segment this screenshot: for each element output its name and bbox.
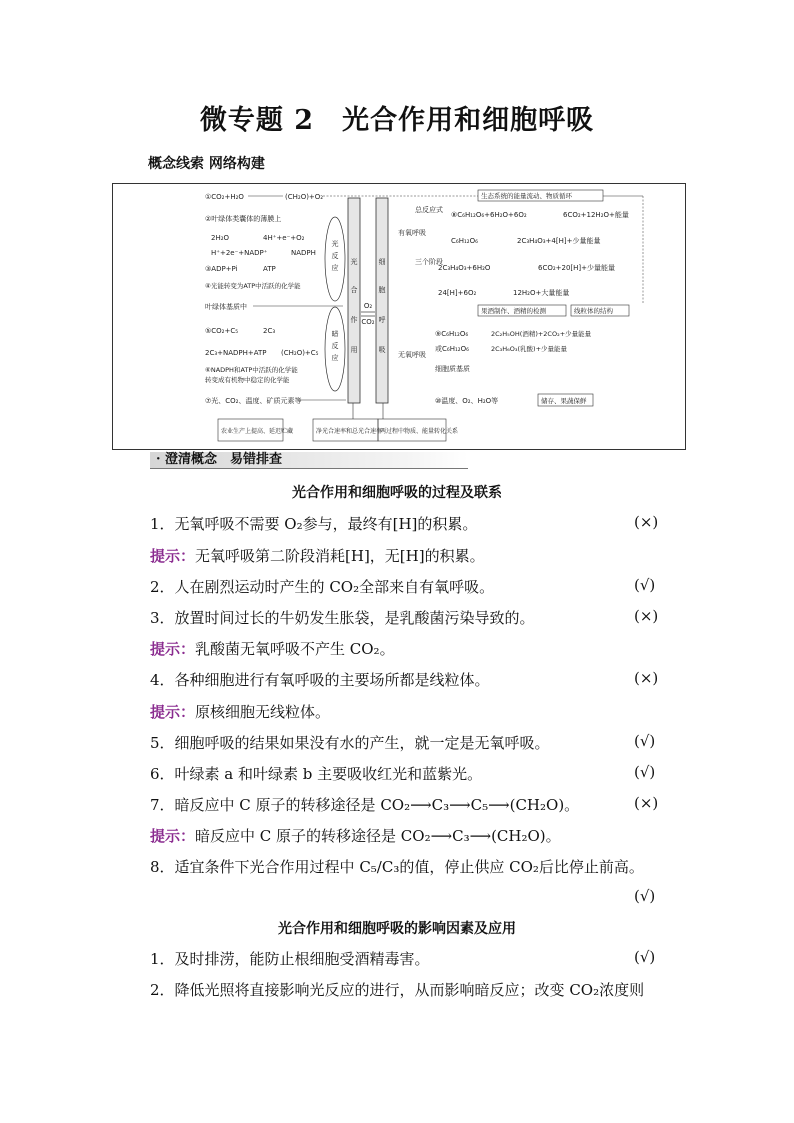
practice-box: 农业生产上提高、延迟贮藏 — [221, 428, 294, 435]
node-3: 2H₂O — [211, 234, 230, 242]
node-2: ②叶绿体类囊体的薄膜上 — [205, 215, 282, 223]
r-product-2: 2C₃H₄O₃+4[H]+少量能量 — [517, 237, 601, 245]
product-4: ATP — [263, 265, 276, 273]
item-7-mark: (×) — [634, 794, 659, 812]
respiration-column — [376, 198, 388, 403]
resp-col-label-3: 呼 — [378, 316, 386, 324]
dark-rxn-3: 应 — [331, 354, 339, 362]
product-6: (CH₂O)+C₅ — [281, 349, 319, 357]
photosynthesis-column — [348, 198, 360, 403]
item-2-mark: (√) — [634, 576, 656, 594]
two-process-box: 两过程中物质、能量转化关系 — [380, 428, 459, 435]
aerobic-label: 有氧呼吸 — [398, 229, 426, 237]
net-rate-box: 净光合速率和总光合速率 — [316, 428, 383, 435]
three-stage-label: 三个阶段 — [415, 258, 443, 266]
item-4-text: 4．各种细胞进行有氧呼吸的主要场所都是线粒体。 — [150, 671, 490, 689]
hint-text: 暗反应中 C 原子的转移途径是 CO₂⟶C₃⟶(CH₂O)。 — [195, 827, 561, 845]
r-node-2: C₆H₁₂O₆ — [451, 237, 478, 245]
r-product-3: 6CO₂+20[H]+少量能量 — [538, 264, 616, 272]
item-3-text: 3．放置时间过长的牛奶发生胀袋，是乳酸菌污染导致的。 — [150, 609, 535, 627]
product-1: (CH₂O)+O₂ — [285, 193, 324, 201]
r-product-4: 12H₂O+大量能量 — [513, 289, 570, 297]
ecosystem-box: 生态系统的能量流动、物质循环 — [481, 192, 572, 200]
r-product-1: 6CO₂+12H₂O+能量 — [563, 211, 629, 219]
item-5-text: 5．细胞呼吸的结果如果没有水的产生，就一定是无氧呼吸。 — [150, 734, 550, 752]
total-eq-label: 总反应式 — [415, 206, 443, 214]
node-10: ⑥NADPH和ATP中活跃的化学能 — [205, 366, 298, 374]
item-3-mark: (×) — [634, 607, 659, 625]
item-6-mark: (√) — [634, 763, 656, 781]
photo-col-label-4: 用 — [350, 346, 358, 354]
node-9: 2C₃+NADPH+ATP — [205, 349, 267, 357]
o2-label: O₂ — [363, 302, 373, 310]
item2-1-mark: (√) — [634, 948, 656, 966]
node-8: ⑤CO₂+C₅ — [205, 327, 239, 335]
co2-label: CO₂ — [361, 318, 375, 326]
hint-4 — [150, 701, 330, 722]
item-4-mark: (×) — [634, 669, 659, 687]
item-8-text: 8．适宜条件下光合作用过程中 C₅/C₃的值，停止供应 CO₂后比停止前高。 — [150, 858, 644, 876]
node-4: H⁺+2e⁻+NADP⁺ — [211, 249, 268, 257]
hint-label: 提示： — [150, 547, 196, 565]
hint-text: 乳酸菌无氧呼吸不产生 CO₂。 — [195, 640, 395, 658]
section-tag-label: · 澄清概念 易错排查 — [156, 452, 283, 467]
node-6: ④光能转变为ATP中活跃的化学能 — [205, 282, 301, 290]
item-8-mark: (√) — [634, 887, 656, 905]
mito-box: 线粒体的结构 — [574, 307, 613, 315]
r-node-3: 2C₃H₄O₃+6H₂O — [438, 264, 491, 272]
hint-1 — [150, 545, 485, 566]
photo-col-label-1: 光 — [350, 258, 358, 266]
node-5: ③ADP+Pi — [205, 265, 238, 273]
item-6-text: 6．叶绿素 a 和叶绿素 b 主要吸收红光和蓝紫光。 — [150, 765, 483, 783]
anaerobic-label: 无氧呼吸 — [398, 351, 426, 359]
hint-label: 提示： — [150, 703, 196, 721]
r-node-5: ⑨C₆H₁₂O₆ — [435, 330, 469, 338]
photo-col-label-3: 作 — [350, 316, 358, 324]
hint-text: 原核细胞无线粒体。 — [195, 703, 331, 721]
r-product-5: 2C₂H₅OH(酒精)+2CO₂+少量能量 — [491, 330, 592, 338]
item-5-mark: (√) — [634, 732, 656, 750]
item2-2-text: 2．降低光照将直接影响光反应的进行，从而影响暗反应；改变 CO₂浓度则 — [150, 981, 645, 999]
r-node-8: ⑩温度、O₂、H₂O等 — [435, 397, 499, 405]
product-5: 2C₃ — [263, 327, 276, 335]
r-node-4: 24[H]+6O₂ — [438, 289, 477, 297]
subheading-2: 光合作用和细胞呼吸的影响因素及应用 — [278, 921, 516, 937]
page-title: 微专题 2 光合作用和细胞呼吸 — [199, 105, 595, 136]
storage-box: 储存、果蔬保鲜 — [541, 397, 587, 405]
node-7: 叶绿体基质中 — [205, 303, 247, 311]
node-12: ⑦光、CO₂、温度、矿质元素等 — [205, 397, 302, 405]
hint-3 — [150, 638, 395, 659]
hint-label: 提示： — [150, 640, 196, 658]
subheading-1: 光合作用和细胞呼吸的过程及联系 — [292, 485, 502, 501]
r-node-7: 细胞质基质 — [435, 365, 470, 373]
concept-map-diagram — [112, 183, 686, 450]
resp-col-label-4: 吸 — [378, 346, 386, 354]
product-3: NADPH — [291, 249, 316, 257]
light-rxn-3: 应 — [331, 264, 339, 272]
item2-1-text: 1．及时排涝，能防止根细胞受酒精毒害。 — [150, 950, 430, 968]
r-node-1: ⑧C₆H₁₂O₆+6H₂O+6O₂ — [451, 211, 527, 219]
node-11: 转变成有机物中稳定的化学能 — [205, 376, 290, 384]
section-tag — [150, 452, 468, 469]
node-1: ①CO₂+H₂O — [205, 193, 244, 201]
section-label: 概念线索 网络构建 — [148, 156, 265, 172]
resp-col-label-2: 胞 — [378, 286, 386, 294]
r-product-6: 2C₃H₆O₃(乳酸)+少量能量 — [491, 345, 568, 353]
dark-rxn-2: 反 — [331, 342, 339, 350]
product-2: 4H⁺+e⁻+O₂ — [263, 234, 305, 242]
resp-col-label-1: 细 — [378, 258, 386, 266]
light-rxn-2: 反 — [331, 252, 339, 260]
item-7-text: 7．暗反应中 C 原子的转移途径是 CO₂⟶C₃⟶C₅⟶(CH₂O)。 — [150, 796, 580, 814]
photo-col-label-2: 合 — [350, 286, 358, 294]
item-1-mark: (×) — [634, 513, 659, 531]
fermentation-box: 果酒制作、酒精的检测 — [481, 307, 546, 315]
item-2-text: 2．人在剧烈运动时产生的 CO₂全部来自有氧呼吸。 — [150, 578, 495, 596]
dark-rxn-1: 暗 — [331, 330, 339, 338]
r-node-6: 或C₆H₁₂O₆ — [435, 345, 469, 353]
hint-7 — [150, 825, 561, 846]
hint-text: 无氧呼吸第二阶段消耗[H]，无[H]的积累。 — [195, 547, 485, 565]
light-rxn-1: 光 — [331, 240, 339, 248]
item-1-text: 1．无氧呼吸不需要 O₂参与，最终有[H]的积累。 — [150, 515, 478, 533]
hint-label: 提示： — [150, 827, 196, 845]
